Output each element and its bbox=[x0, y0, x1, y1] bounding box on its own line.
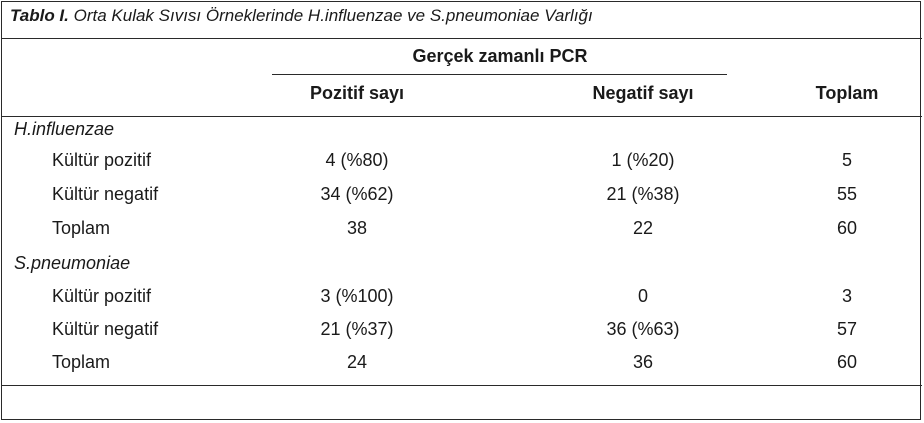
row-label: Kültür negatif bbox=[52, 184, 159, 204]
cell-positive: 34 (%62) bbox=[320, 184, 394, 204]
pcr-group-header: Gerçek zamanlı PCR bbox=[412, 46, 588, 66]
row-label: Kültür pozitif bbox=[52, 150, 152, 170]
bottom-rule bbox=[2, 385, 922, 386]
cell-total: 5 bbox=[841, 150, 853, 170]
caption-label: Tablo I. bbox=[10, 6, 69, 25]
cell-negative: 36 bbox=[632, 352, 654, 372]
top-rule bbox=[2, 38, 922, 39]
cell-negative: 21 (%38) bbox=[606, 184, 680, 204]
cell-positive: 4 (%80) bbox=[325, 150, 389, 170]
cell-negative: 0 bbox=[637, 286, 649, 306]
cell-positive: 3 (%100) bbox=[320, 286, 394, 306]
row-label: Toplam bbox=[52, 218, 111, 238]
cell-total: 60 bbox=[836, 218, 858, 238]
row-label: Toplam bbox=[52, 352, 111, 372]
pcr-group-rule bbox=[272, 74, 727, 75]
section-name-h-influenzae: H.influenzae bbox=[14, 119, 115, 139]
row-label: Kültür negatif bbox=[52, 319, 159, 339]
col-header-positive: Pozitif sayı bbox=[309, 83, 405, 103]
cell-positive: 38 bbox=[346, 218, 368, 238]
cell-positive: 24 bbox=[346, 352, 368, 372]
section-name-s-pneumoniae: S.pneumoniae bbox=[14, 253, 131, 273]
cell-negative: 36 (%63) bbox=[606, 319, 680, 339]
cell-positive: 21 (%37) bbox=[320, 319, 394, 339]
col-header-negative: Negatif sayı bbox=[592, 83, 694, 103]
col-header-total: Toplam bbox=[815, 83, 879, 103]
cell-total: 57 bbox=[836, 319, 858, 339]
caption-text: Orta Kulak Sıvısı Örneklerinde H.influenzae ve S.pneumoniae Varlığı bbox=[73, 6, 593, 25]
cell-total: 3 bbox=[841, 286, 853, 306]
cell-total: 60 bbox=[836, 352, 858, 372]
header-bottom-rule bbox=[2, 116, 922, 117]
table-caption bbox=[10, 6, 593, 26]
cell-total: 55 bbox=[836, 184, 858, 204]
row-label: Kültür pozitif bbox=[52, 286, 152, 306]
cell-negative: 22 bbox=[632, 218, 654, 238]
cell-negative: 1 (%20) bbox=[611, 150, 675, 170]
